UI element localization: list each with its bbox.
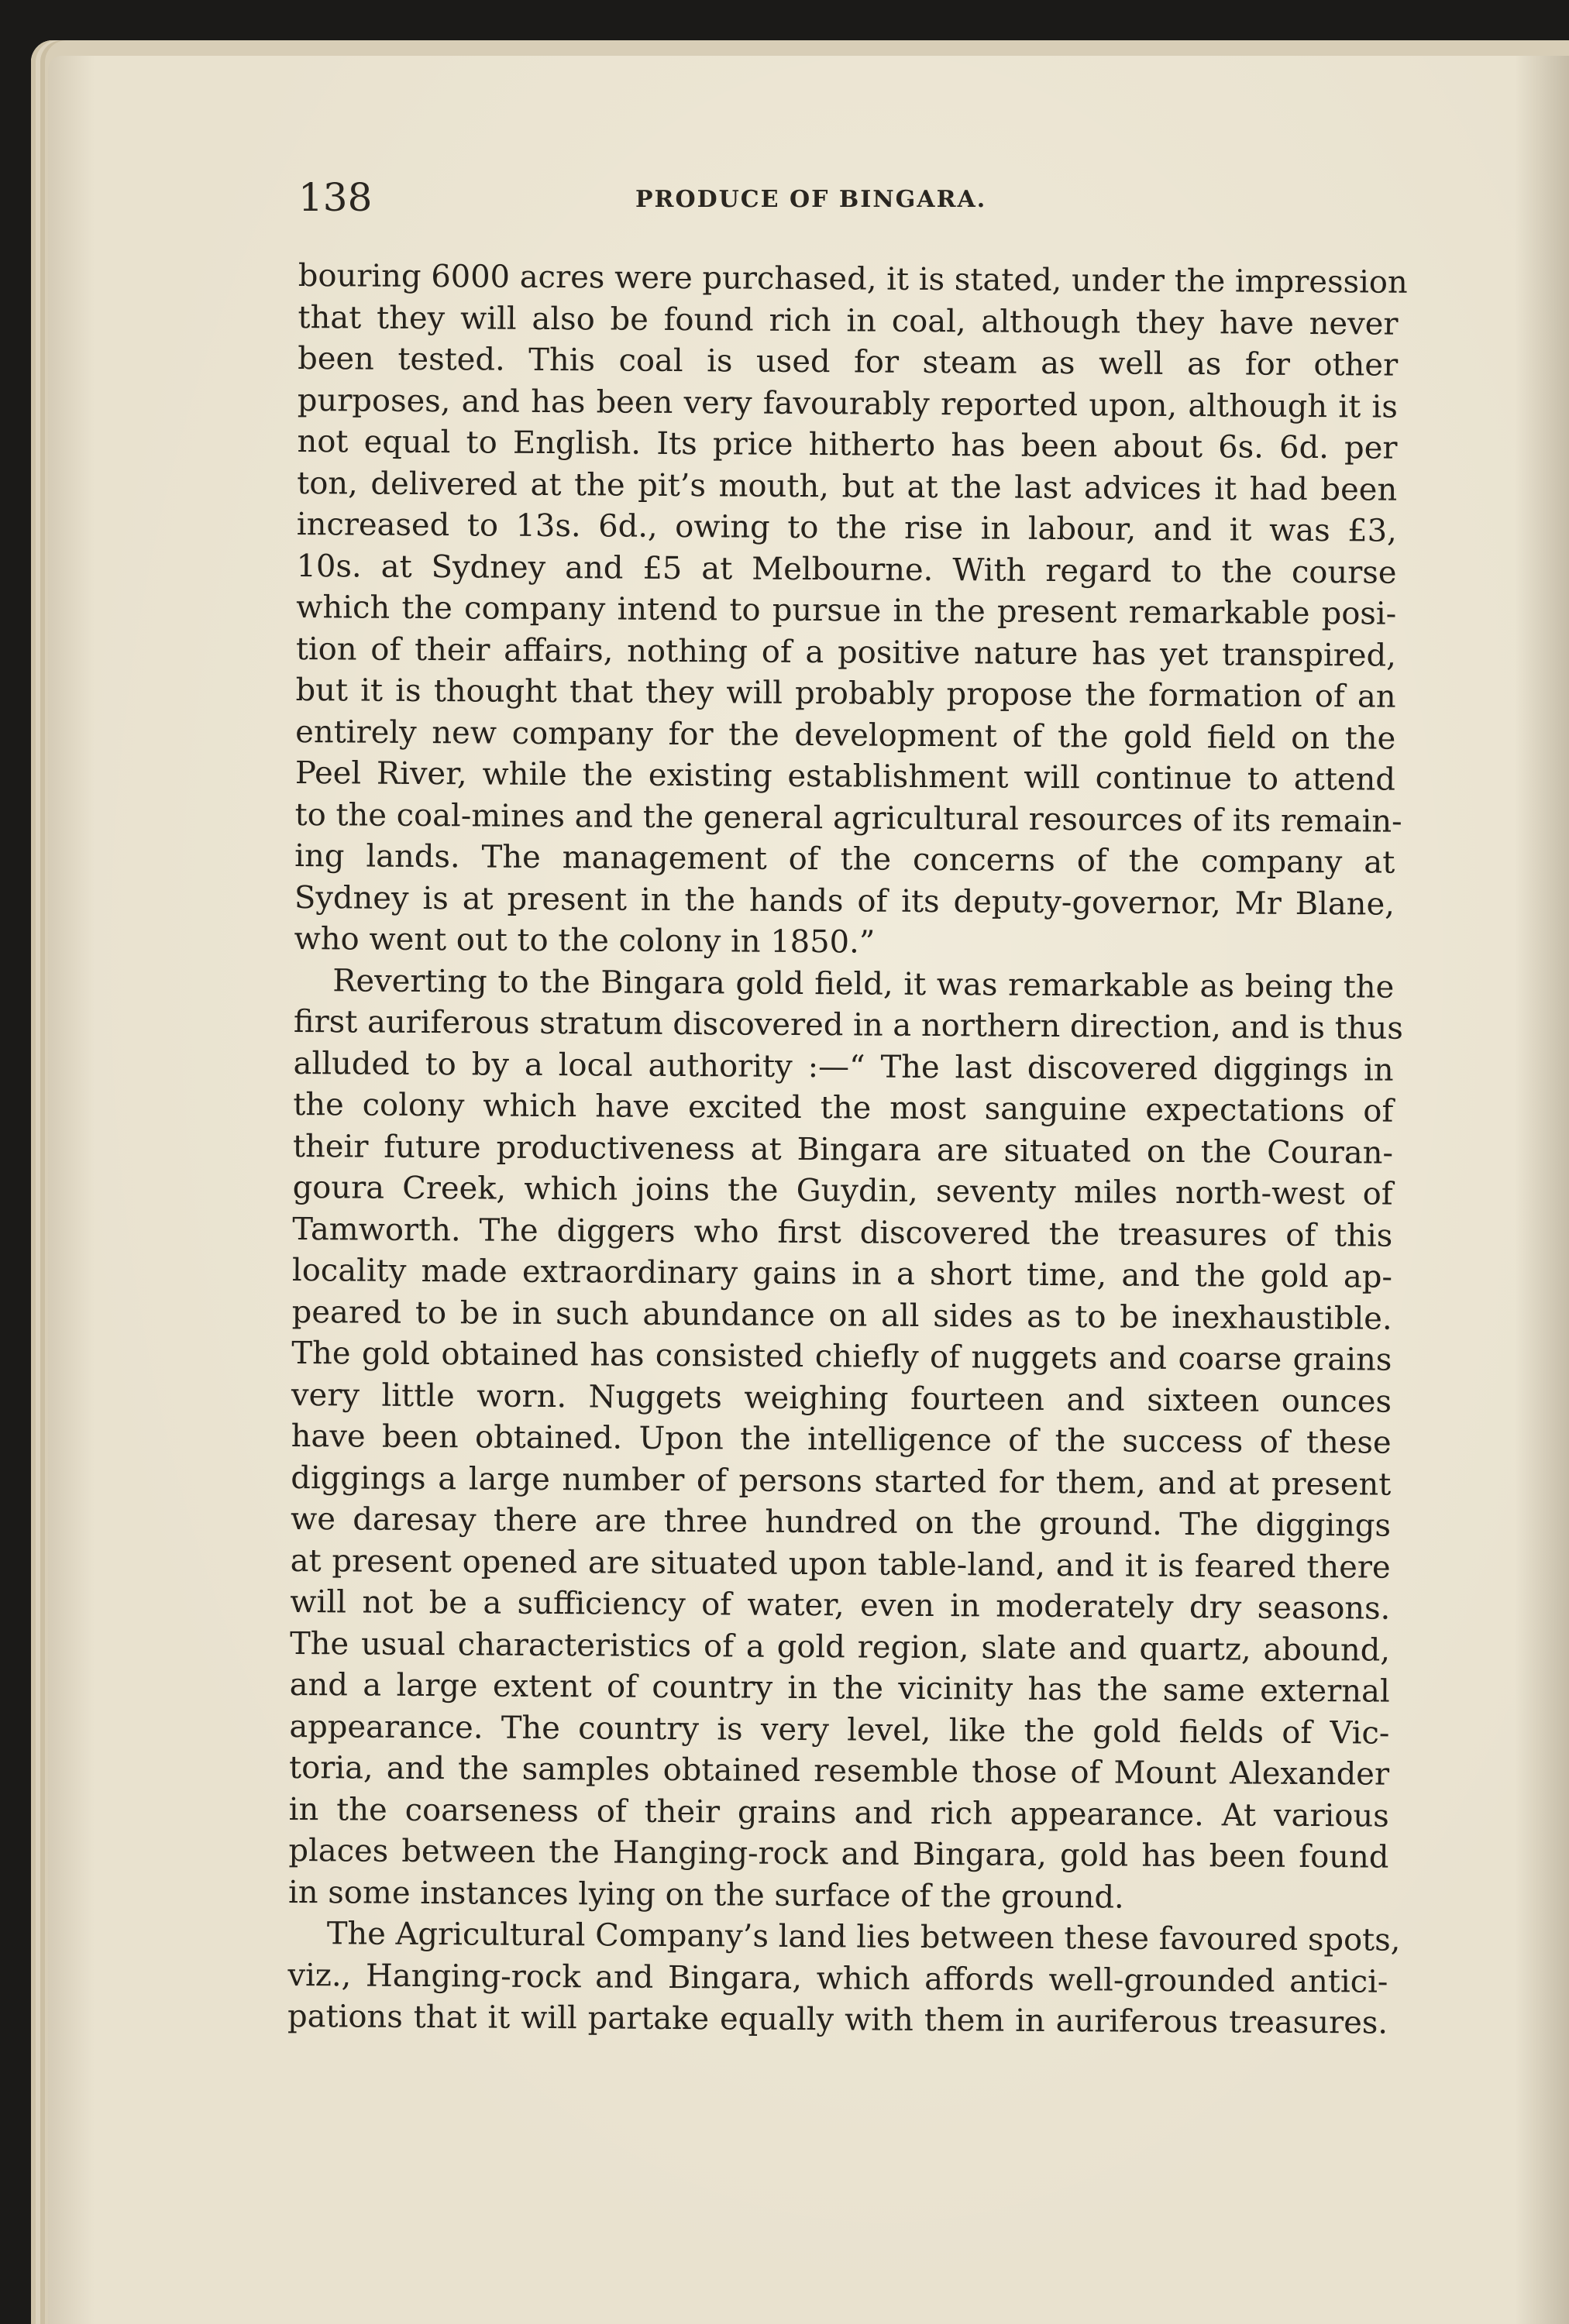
text-line: in some instances lying on the surface of the ground. xyxy=(287,1874,1124,1916)
text-line: have been obtained. Upon the intelligence of the success of these xyxy=(291,1418,1392,1461)
text-line: goura Creek, which joins the Guydin, seventy miles north-west of xyxy=(292,1169,1393,1212)
text-line: which the company intend to pursue in the present remarkable posi- xyxy=(296,589,1397,632)
text-line: will not be a sufficiency of water, even in moderately dry seasons. xyxy=(290,1583,1391,1627)
text-line: tion of their affairs, nothing of a positive nature has yet transpired, xyxy=(295,631,1397,674)
text-line: 10s. at Sydney and £5 at Melbourne. With regard to the course xyxy=(296,548,1397,591)
body-text xyxy=(287,256,1408,2044)
text-line: locality made extraordinary gains in a short time, and the gold ap- xyxy=(291,1252,1393,1295)
text-line: Peel River, while the existing establishment will continue to attend xyxy=(294,755,1396,798)
text-line: ing lands. The management of the concerns of the company at xyxy=(294,837,1395,881)
text-line: diggings a large number of persons started for them, and at present xyxy=(291,1459,1392,1503)
text-line: but it is thought that they will probably propose the formation of an xyxy=(295,672,1396,715)
text-line: and a large extent of country in the vicinity has the same external xyxy=(289,1666,1390,1710)
text-line: first auriferous stratum discovered in a northern direction, and is thus xyxy=(293,1003,1403,1047)
text-line: the colony which have excited the most sanguine expectations of xyxy=(293,1086,1394,1129)
running-head xyxy=(298,174,1399,221)
text-line: pations that it will partake equally with them in auriferous treasures. xyxy=(287,1998,1388,2041)
text-line: that they will also be found rich in coal, although they have never xyxy=(298,299,1399,342)
text-line: purposes, and has been very favourably reported upon, although it is xyxy=(297,382,1398,425)
text-line: not equal to English. Its price hitherto has been about 6s. 6d. per xyxy=(297,423,1398,466)
text-line: increased to 13s. 6d., owing to the rise in labour, and it was £3, xyxy=(296,506,1397,549)
text-line: alluded to by a local authority :—“ The last discovered diggings in xyxy=(293,1045,1394,1088)
text-line: viz., Hanging-rock and Bingara, which affords well-grounded antici- xyxy=(287,1957,1388,2000)
text-line: entirely new company for the development of the gold field on the xyxy=(295,713,1396,757)
running-title: PRODUCE OF BINGARA. xyxy=(635,186,987,213)
text-line: appearance. The country is very level, like the gold fields of Vic- xyxy=(289,1708,1390,1752)
page-number: 138 xyxy=(298,175,373,220)
text-line: we daresay there are three hundred on the ground. The diggings xyxy=(290,1501,1392,1544)
text-line: in the coarseness of their grains and rich appearance. At various xyxy=(288,1791,1389,1834)
text-line: to the coal-mines and the general agricultural resources of its remain- xyxy=(294,796,1402,840)
text-line: been tested. This coal is used for steam as well as for other xyxy=(298,340,1399,383)
text-line: The gold obtained has consisted chiefly of nuggets and coarse grains xyxy=(291,1335,1392,1378)
gutter-shadow xyxy=(1515,56,1569,2324)
text-line: places between the Hanging-rock and Bingara, gold has been found xyxy=(288,1832,1389,1875)
text-line: very little worn. Nuggets weighing fourteen and sixteen ounces xyxy=(291,1377,1392,1420)
text-line: toria, and the samples obtained resemble those of Mount Alexander xyxy=(288,1749,1390,1793)
text-line: who went out to the colony in 1850.” xyxy=(294,920,876,961)
text-line: peared to be in such abundance on all sides as to be inexhaustible. xyxy=(291,1294,1392,1337)
text-line: The usual characteristics of a gold region, slate and quartz, abound, xyxy=(289,1625,1391,1669)
text-line: Reverting to the Bingara gold field, it was remarkable as being the xyxy=(332,962,1395,1006)
text-line: at present opened are situated upon table-land, and it is feared there xyxy=(290,1542,1391,1586)
text-line: ton, delivered at the pit’s mouth, but at the last advices it had been xyxy=(297,465,1398,508)
text-line: their future productiveness at Bingara are situated on the Couran- xyxy=(292,1128,1394,1171)
text-line: Tamworth. The diggers who first discovered the treasures of this xyxy=(292,1211,1393,1254)
text-line: Sydney is at present in the hands of its deputy-governor, Mr Blane, xyxy=(294,879,1395,923)
text-line: The Agricultural Company’s land lies between these favoured spots, xyxy=(326,1916,1401,1958)
text-line: bouring 6000 acres were purchased, it is stated, under the impression xyxy=(298,257,1408,301)
